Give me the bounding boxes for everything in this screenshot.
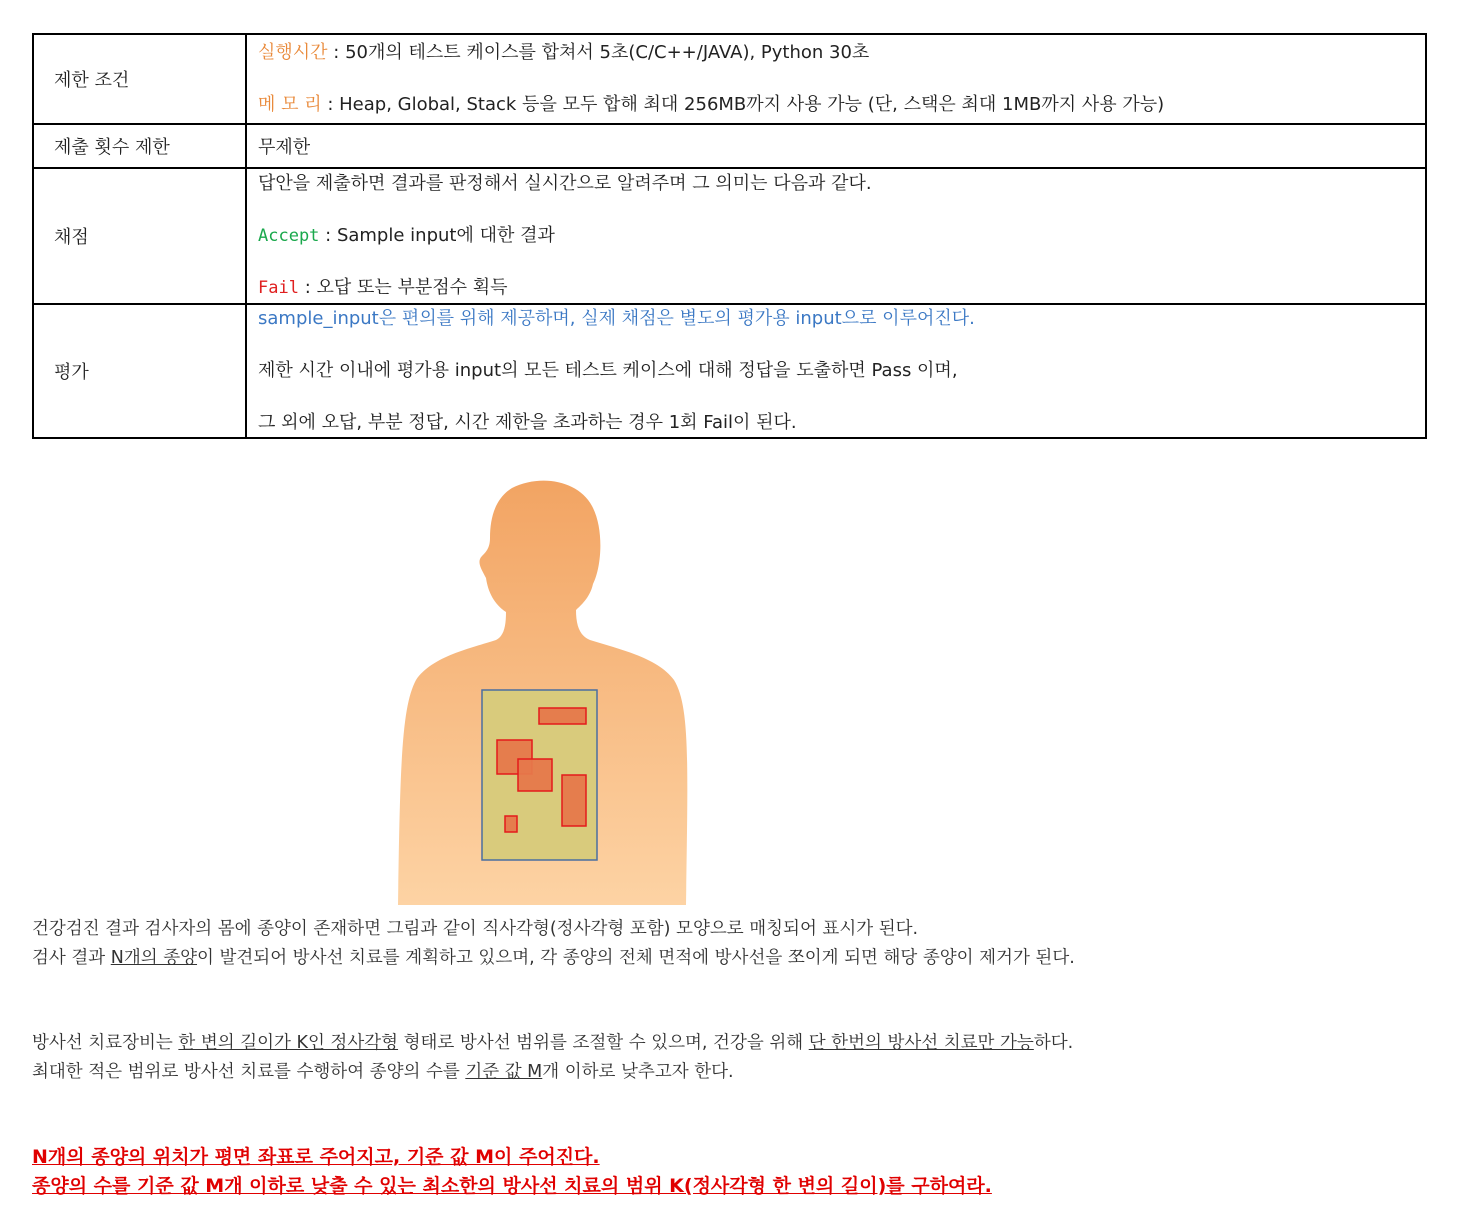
- evaluation-value: [246, 304, 1426, 438]
- tumor: [562, 775, 586, 826]
- underlined-text: 기준 값 M: [465, 1062, 543, 1082]
- tumor: [539, 708, 586, 724]
- time-limit-key: 실행시간: [258, 42, 328, 63]
- constraints-table: [32, 33, 1427, 439]
- grading-label: 채점: [33, 168, 246, 304]
- submissions-label: 제출 횟수 제한: [33, 124, 246, 168]
- tumor: [518, 759, 552, 791]
- limit-label: 제한 조건: [33, 34, 246, 124]
- grading-value: [246, 168, 1426, 304]
- accept-value: : Sample input에 대한 결과: [325, 225, 555, 246]
- tumor: [505, 816, 517, 832]
- task-statement-line-2: 종양의 수를 기준 값 M개 이하로 낮출 수 있는 최소한의 방사선 치료의 범위 K(정사각형 한 변의 길이)를 구하여라.: [32, 1175, 992, 1197]
- underlined-text: N개의 종양: [110, 948, 198, 968]
- memory-limit-line: [258, 92, 1425, 118]
- description-paragraph-2: [32, 1029, 1073, 1087]
- time-limit-value: : 50개의 테스트 케이스를 합쳐서 5초(C/C++/JAVA), Python 30초: [333, 42, 870, 63]
- evaluation-label: 평가: [33, 304, 246, 438]
- accept-line: [258, 223, 1425, 249]
- evaluation-row: [33, 304, 1426, 438]
- evaluation-line-2: 제한 시간 이내에 평가용 input의 모든 테스트 케이스에 대해 정답을 도출하면 Pass 이며,: [258, 360, 958, 381]
- fail-line: [258, 275, 1425, 301]
- time-limit-line: [258, 40, 1425, 66]
- underlined-text: 한 변의 길이가 K인 정사각형: [178, 1033, 399, 1053]
- human-torso-with-tumors-icon: [390, 480, 700, 905]
- memory-limit-value: : Heap, Global, Stack 등을 모두 합해 최대 256MB까지 사용 가능 (단, 스택은 최대 1MB까지 사용 가능): [327, 94, 1165, 115]
- grading-intro: 답안을 제출하면 결과를 판정해서 실시간으로 알려주며 그 의미는 다음과 같다.: [258, 173, 872, 194]
- grading-row: [33, 168, 1426, 304]
- limit-value: [246, 34, 1426, 124]
- evaluation-line-1: sample_input은 편의를 위해 제공하며, 실제 채점은 별도의 평가용 input으로 이루어진다.: [258, 308, 975, 329]
- memory-limit-key: 메 모 리: [258, 94, 322, 115]
- fail-key: Fail: [258, 278, 299, 298]
- description-line: 건강검진 결과 검사자의 몸에 종양이 존재하면 그림과 같이 직사각형(정사각형 포함) 모양으로 매칭되어 표시가 된다.: [32, 919, 919, 939]
- limit-row: [33, 34, 1426, 124]
- evaluation-line-3: 그 외에 오답, 부분 정답, 시간 제한을 초과하는 경우 1회 Fail이 된다.: [258, 412, 797, 433]
- task-statement-line-1: N개의 종양의 위치가 평면 좌표로 주어지고, 기준 값 M이 주어진다.: [32, 1146, 600, 1168]
- accept-key: Accept: [258, 226, 320, 246]
- description-line: 검사 결과 N개의 종양이 발견되어 방사선 치료를 계획하고 있으며, 각 종양의 전체 면적에 방사선을 쪼이게 되면 해당 종양이 제거가 된다.: [32, 948, 1075, 968]
- submissions-row: [33, 124, 1426, 168]
- submissions-value: 무제한: [246, 124, 1426, 168]
- description-line: 방사선 치료장비는 한 변의 길이가 K인 정사각형 형태로 방사선 범위를 조절할 수 있으며, 건강을 위해 단 한번의 방사선 치료만 가능하다.: [32, 1033, 1074, 1053]
- description-line: 최대한 적은 범위로 방사선 치료를 수행하여 종양의 수를 기준 값 M개 이하로 낮추고자 한다.: [32, 1062, 734, 1082]
- fail-value: : 오답 또는 부분점수 획득: [304, 277, 508, 298]
- underlined-text: 단 한번의 방사선 치료만 가능: [808, 1033, 1034, 1053]
- description-paragraph-1: [32, 915, 1075, 973]
